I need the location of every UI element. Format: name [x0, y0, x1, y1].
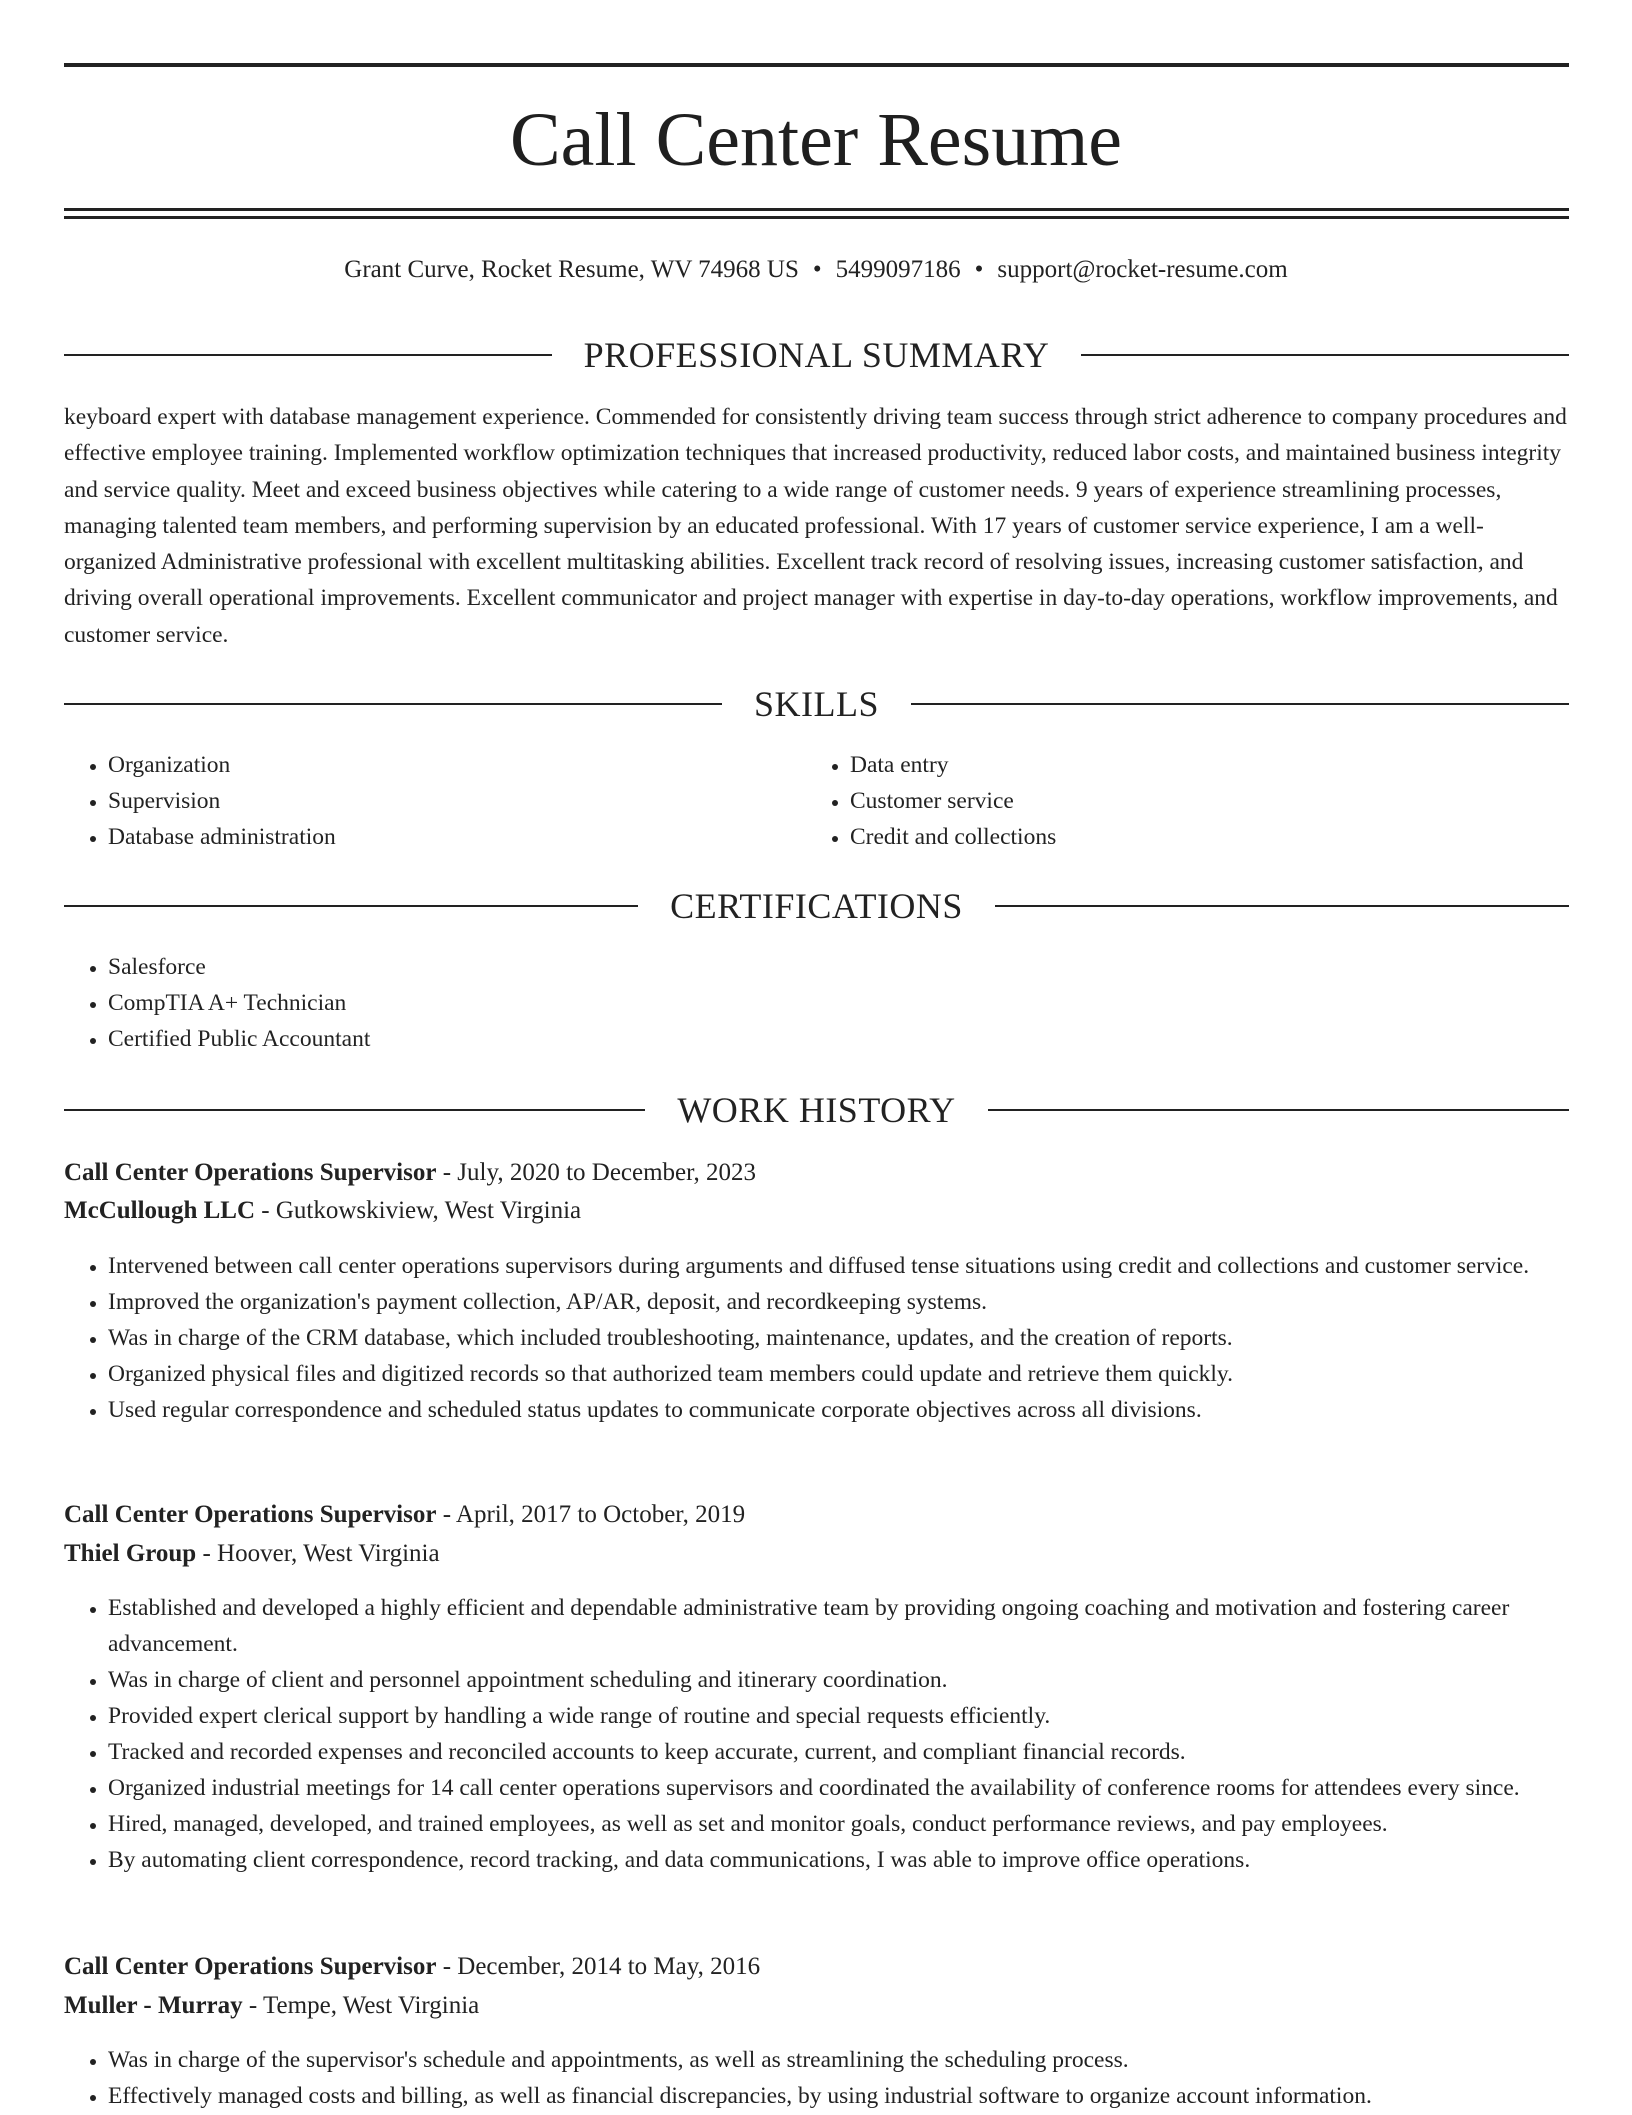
- summary-heading: [64, 331, 1569, 379]
- job-title-line: Call Center Operations Supervisor - April, 2017 to October, 2019: [64, 1501, 746, 1528]
- certifications-heading: [64, 882, 1569, 930]
- certifications-list: [64, 949, 1508, 1057]
- job-company: Muller - Murray: [64, 1992, 243, 2019]
- divider: [911, 703, 1569, 705]
- summary-heading-label: PROFESSIONAL SUMMARY: [583, 335, 1050, 375]
- skills-heading: [64, 680, 1569, 728]
- certification-item: • Salesforce: [108, 949, 1508, 985]
- resume-title: Call Center Resume: [509, 98, 1123, 182]
- job-location: Gutkowskiview, West Virginia: [275, 1197, 582, 1224]
- job-bullet: • Organized physical files and digitized records so that authorized team members could update and retrieve them quickly.: [108, 1356, 1569, 1392]
- divider: [64, 1109, 645, 1111]
- job-bullets: [64, 1590, 1569, 1878]
- job-bullet: • Used regular correspondence and scheduled status updates to communicate corporate objectives across all divisions.: [108, 1392, 1569, 1428]
- job-title: Call Center Operations Supervisor: [64, 1159, 437, 1186]
- skill-item: • Database administration: [108, 819, 808, 855]
- job-bullet: • Was in charge of the CRM database, which included troubleshooting, maintenance, updates, and the creation of reports.: [108, 1320, 1569, 1356]
- work-history-heading: [64, 1086, 1569, 1134]
- job-company: Thiel Group: [64, 1540, 197, 1567]
- job-title: Call Center Operations Supervisor: [64, 1501, 437, 1528]
- job-company-line: McCullough LLC - Gutkowskiview, West Virginia: [64, 1197, 582, 1224]
- job-bullet: • Intervened between call center operations supervisors during arguments and diffused tense situations using credit and collections and customer service.: [108, 1248, 1569, 1284]
- divider: [988, 1109, 1569, 1111]
- skill-item: • Data entry: [850, 747, 1550, 783]
- title-rule-lower: [64, 216, 1569, 219]
- job-location: Hoover, West Virginia: [217, 1540, 440, 1567]
- job-bullet: • Was in charge of the supervisor's schedule and appointments, as well as streamlining the scheduling process.: [108, 2042, 1569, 2078]
- skill-item: • Supervision: [108, 783, 808, 819]
- work-history-heading-label: WORK HISTORY: [677, 1090, 956, 1130]
- divider: [995, 905, 1569, 907]
- job-title-line: Call Center Operations Supervisor - December, 2014 to May, 2016: [64, 1953, 761, 1980]
- contact-separator: •: [974, 256, 984, 283]
- skills-heading-label: SKILLS: [754, 684, 880, 724]
- job-dates: December, 2014 to May, 2016: [457, 1953, 761, 1980]
- certification-item: • CompTIA A+ Technician: [108, 985, 1508, 1021]
- job-company-line: Muller - Murray - Tempe, West Virginia: [64, 1992, 480, 2019]
- job-dates: April, 2017 to October, 2019: [455, 1501, 746, 1528]
- skill-item: • Credit and collections: [850, 819, 1550, 855]
- job-bullet: • Tracked and recorded expenses and reconciled accounts to keep accurate, current, and compliant financial records.: [108, 1734, 1569, 1770]
- divider: [64, 905, 638, 907]
- skill-item: • Customer service: [850, 783, 1550, 819]
- job-bullet: • Provided expert clerical support by handling a wide range of routine and special requests efficiently.: [108, 1698, 1569, 1734]
- contact-line: [0, 253, 1632, 287]
- skills-list-right: [806, 747, 1550, 855]
- divider: [1081, 354, 1569, 356]
- certification-item: • Certified Public Accountant: [108, 1021, 1508, 1057]
- summary-text: keyboard expert with database management experience. Commended for consistently driving team success through strict adherence to company procedures and effective employee training. Implemented workflow optimization techniques that increased productivity, reduced labor costs, and maintained business integrity and service quality. Meet and exceed business objectives while catering to a wide range of customer needs. 9 years of experience streamlining processes, managing talented team members, and performing supervision by an educated professional. With 17 years of customer service experience, I am a well-organized Administrative professional with excellent multitasking abilities. Excellent track record of resolving issues, increasing customer satisfaction, and driving overall operational improvements. Excellent communicator and project manager with expertise in day-to-day operations, workflow improvements, and customer service.: [64, 404, 1567, 648]
- skill-item: • Organization: [108, 747, 808, 783]
- divider: [64, 354, 552, 356]
- divider: [64, 703, 722, 705]
- job-dates: July, 2020 to December, 2023: [457, 1159, 756, 1186]
- job-title-line: Call Center Operations Supervisor - July, 2020 to December, 2023: [64, 1159, 756, 1186]
- job-bullet: • Hired, managed, developed, and trained employees, as well as set and monitor goals, conduct performance reviews, and pay employees.: [108, 1806, 1569, 1842]
- job-bullets: [64, 2042, 1569, 2114]
- job-company: McCullough LLC: [64, 1197, 256, 1224]
- title-rule-upper: [64, 208, 1569, 211]
- job-location: Tempe, West Virginia: [263, 1992, 480, 2019]
- job-bullet: • Established and developed a highly efficient and dependable administrative team by providing ongoing coaching and motivation and fostering career advancement.: [108, 1590, 1569, 1662]
- contact-address: Grant Curve, Rocket Resume, WV 74968 US: [344, 256, 799, 283]
- job-company-line: Thiel Group - Hoover, West Virginia: [64, 1540, 440, 1567]
- job-bullet: • Improved the organization's payment collection, AP/AR, deposit, and recordkeeping systems.: [108, 1284, 1569, 1320]
- job-bullet: • Effectively managed costs and billing, as well as financial discrepancies, by using industrial software to organize account information.: [108, 2078, 1569, 2114]
- job-title: Call Center Operations Supervisor: [64, 1953, 437, 1980]
- contact-phone: 5499097186: [835, 256, 961, 283]
- job-bullet: • Organized industrial meetings for 14 call center operations supervisors and coordinated the availability of conference rooms for attendees every since.: [108, 1770, 1569, 1806]
- job-bullet: • Was in charge of client and personnel appointment scheduling and itinerary coordination.: [108, 1662, 1569, 1698]
- certifications-heading-label: CERTIFICATIONS: [670, 886, 963, 926]
- contact-email: support@rocket-resume.com: [997, 256, 1288, 283]
- job-bullet: • By automating client correspondence, record tracking, and data communications, I was able to improve office operations.: [108, 1842, 1569, 1878]
- top-rule: [64, 63, 1569, 67]
- contact-separator: •: [812, 256, 822, 283]
- job-bullets: [64, 1248, 1569, 1428]
- skills-list-left: [64, 747, 808, 855]
